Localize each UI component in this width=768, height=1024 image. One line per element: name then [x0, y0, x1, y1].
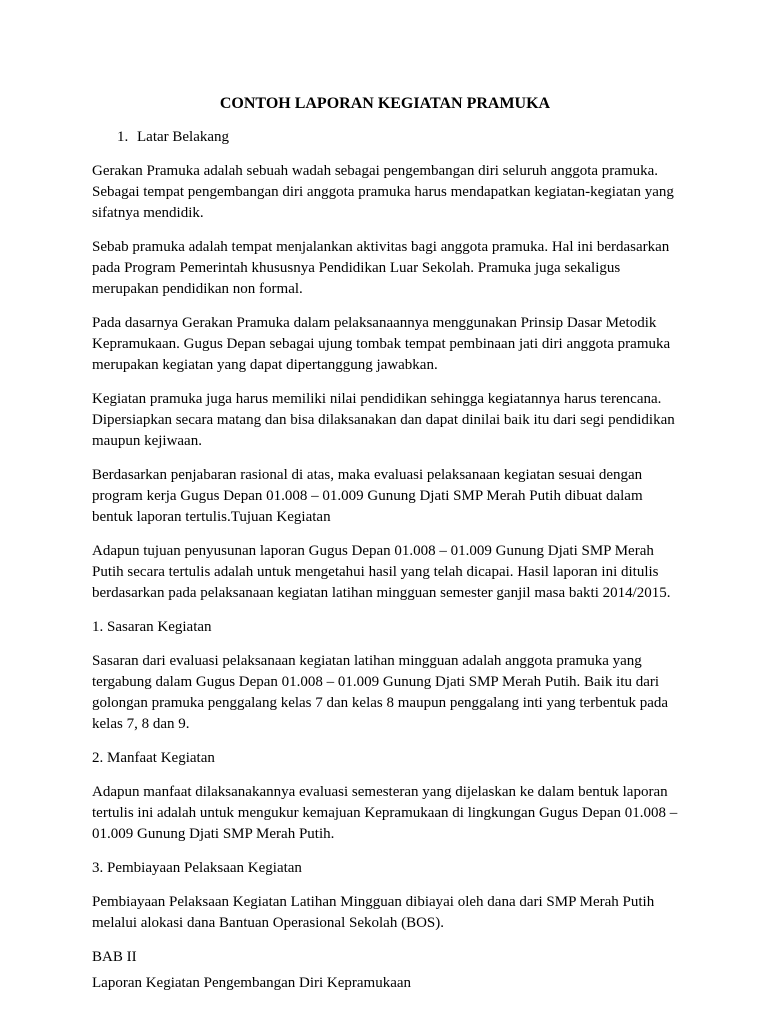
paragraph-pada-dasarnya: Pada dasarnya Gerakan Pramuka dalam pelaksanaannya menggunakan Prinsip Dasar Metodik Kepramukaan. Gugus Depan sebagai ujung tombak tempat pembinaan jati diri anggota pramuka merupakan kegiatan yang dapat dipertanggung jawabkan. — [92, 315, 671, 373]
paragraph-adapun-tujuan: Adapun tujuan penyusunan laporan Gugus Depan 01.008 – 01.009 Gunung Djati SMP Merah Putih secara tertulis adalah untuk mengetahui hasil yang telah dicapai. Hasil laporan ini ditulis berdasarkan pada pelaksanaan kegiatan latihan mingguan semester ganjil masa bakti 2014/2015. — [92, 543, 671, 601]
intro-heading-label: Latar Belakang — [137, 129, 230, 145]
document-title: CONTOH LAPORAN KEGIATAN PRAMUKA — [219, 95, 551, 112]
paragraph-pembiayaan: Pembiayaan Pelaksaan Kegiatan Latihan Mingguan dibiayai oleh dana dari SMP Merah Putih melalui alokasi dana Bantuan Operasional Sekolah (BOS). — [92, 894, 655, 931]
section-heading-sasaran-kegiatan: 1. Sasaran Kegiatan — [92, 619, 212, 635]
intro-heading-latar-belakang — [92, 127, 678, 148]
chapter-subtitle: Laporan Kegiatan Pengembangan Diri Kepramukaan — [92, 975, 412, 991]
paragraph-berdasarkan-penjabaran: Berdasarkan penjabaran rasional di atas, maka evaluasi pelaksanaan kegiatan sesuai dengan program kerja Gugus Depan 01.008 – 01.009 Gunung Djati SMP Merah Putih dibuat dalam bentuk laporan tertulis.Tujuan Kegiatan — [92, 467, 643, 525]
chapter-heading-bab-ii: BAB II — [92, 949, 137, 965]
section-heading-pembiayaan: 3. Pembiayaan Pelaksaan Kegiatan — [92, 860, 302, 876]
paragraph-sebab-pramuka: Sebab pramuka adalah tempat menjalankan aktivitas bagi anggota pramuka. Hal ini berdasarkan pada Program Pemerintah khususnya Pendidikan Luar Sekolah. Pramuka juga sekaligus merupakan pendidikan non formal. — [92, 239, 670, 297]
paragraph-manfaat-kegiatan: Adapun manfaat dilaksanakannya evaluasi semesteran yang dijelaskan ke dalam bentuk laporan tertulis ini adalah untuk mengukur kemajuan Kepramukaan di lingkungan Gugus Depan 01.008 – 01.009 Gunung Djati SMP Merah Putih. — [92, 784, 678, 842]
section-heading-manfaat-kegiatan: 2. Manfaat Kegiatan — [92, 750, 215, 766]
intro-heading-number: 1. — [117, 129, 129, 145]
paragraph-sasaran-kegiatan: Sasaran dari evaluasi pelaksanaan kegiatan latihan mingguan adalah anggota pramuka yang tergabung dalam Gugus Depan 01.008 – 01.009 Gunung Djati SMP Merah Putih. Baik itu dari golongan pramuka penggalang kelas 7 dan kelas 8 maupun penggalang inti yang terbentuk pada kelas 7, 8 dan 9. — [92, 653, 669, 732]
paragraph-kegiatan-pramuka: Kegiatan pramuka juga harus memiliki nilai pendidikan sehingga kegiatannya harus terencana. Dipersiapkan secara matang dan bisa dilaksanakan dan dapat dinilai baik itu dari segi pendidikan maupun kejiwaan. — [92, 391, 675, 449]
paragraph-gerakan-pramuka: Gerakan Pramuka adalah sebuah wadah sebagai pengembangan diri seluruh anggota pramuka. Sebagai tempat pengembangan diri anggota pramuka harus mendapatkan kegiatan-kegiatan yang sifatnya mendidik. — [92, 163, 674, 221]
